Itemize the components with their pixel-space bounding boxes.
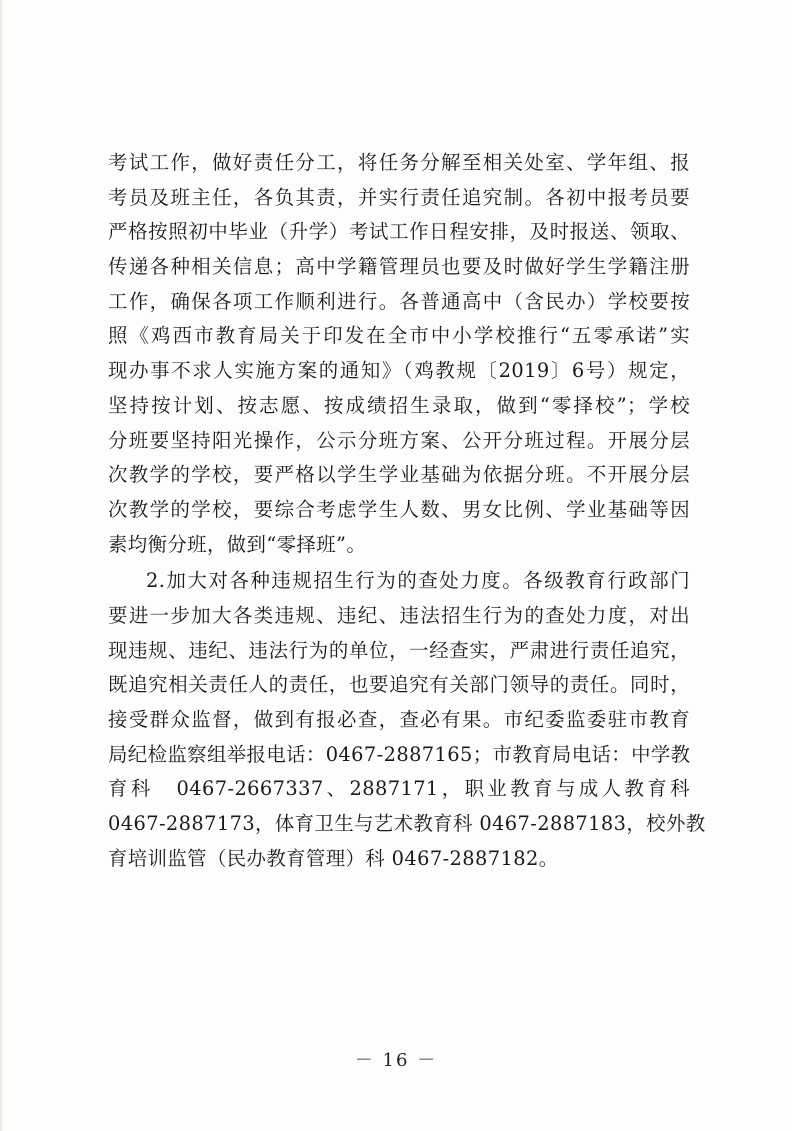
text-line: 照《鸡西市教育局关于印发在全市中小学校推行“五零承诺”实	[108, 324, 690, 348]
text-line-indented: 2.加大对各种违规招生行为的查处力度。各级教育行政部门	[146, 569, 690, 593]
text-line: 局纪检监察组举报电话：0467-2887165；市教育局电话：中学教	[108, 742, 691, 766]
text-line: 工作，确保各项工作顺利进行。各普通高中（含民办）学校要按	[108, 289, 690, 313]
text-line: 0467-2887173，体育卫生与艺术教育科 0467-2887183，校外教	[108, 812, 706, 836]
scan-edge	[0, 0, 3, 1131]
paragraph-2	[108, 564, 706, 876]
document-body	[108, 146, 706, 876]
text-line: 严格按照初中毕业（升学）考试工作日程安排，及时报送、领取、	[108, 220, 690, 244]
text-line: 既追究相关责任人的责任，也要追究有关部门领导的责任。同时，	[108, 673, 690, 697]
text-line: 育培训监管（民办教育管理）科 0467-2887182。	[108, 846, 559, 870]
text-line: 考试工作，做好责任分工，将任务分解至相关处室、学年组、报	[108, 151, 690, 174]
text-line: 育科 0467-2667337、2887171，职业教育与成人教育科	[108, 777, 690, 801]
text-line: 要进一步加大各类违规、违纪、违法招生行为的查处力度，对出	[108, 603, 690, 627]
text-line: 接受群众监督，做到有报必查，查必有果。市纪委监委驻市教育	[108, 708, 690, 731]
text-line: 现办事不求人实施方案的通知》（鸡教规〔2019〕6号）规定，	[108, 359, 690, 383]
text-line: 次教学的学校，要综合考虑学生人数、男女比例、学业基础等因	[108, 497, 690, 521]
text-line: 考员及班主任，各负其责，并实行责任追究制。各初中报考员要	[108, 185, 690, 209]
paragraph-1	[108, 146, 690, 562]
text-line: 素均衡分班，做到“零择班”。	[108, 532, 367, 556]
text-line: 坚持按计划、按志愿、按成绩招生录取，做到“零择校”；学校	[108, 393, 690, 417]
text-line: 传递各种相关信息；高中学籍管理员也要及时做好学生学籍注册	[108, 255, 690, 279]
text-line: 次教学的学校，要严格以学生学业基础为依据分班。不开展分层	[108, 463, 690, 487]
text-line: 分班要坚持阳光操作，公示分班方案、公开分班过程。开展分层	[108, 428, 690, 452]
text-line: 现违规、违纪、违法行为的单位，一经查实，严肃进行责任追究，	[108, 638, 690, 662]
page-number: － 16 －	[354, 1050, 438, 1071]
